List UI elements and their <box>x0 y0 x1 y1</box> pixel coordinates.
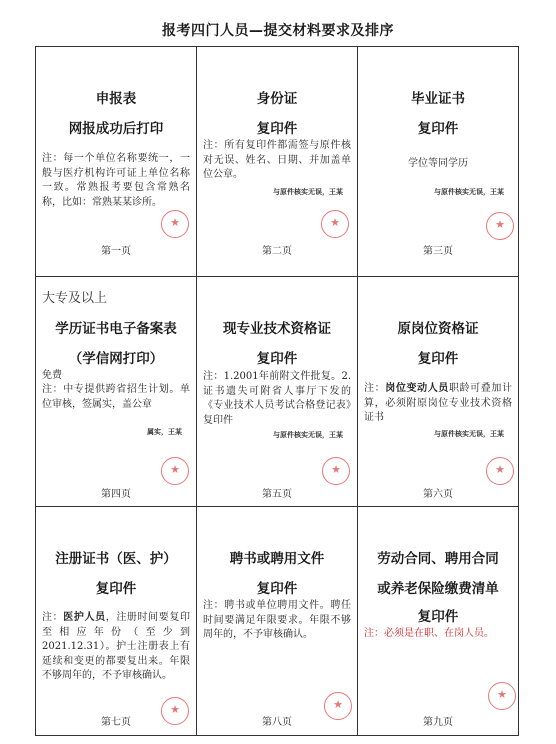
cell-note <box>364 627 512 642</box>
official-seal-icon <box>488 682 516 710</box>
page-number: 第二页 <box>262 246 292 257</box>
cell-subheading: 复印件 <box>256 121 298 137</box>
cell-heading: 身份证 <box>256 91 298 107</box>
official-seal-icon <box>486 457 514 485</box>
cell-heading: 学历证书电子备案表 <box>55 321 177 337</box>
cell-education-record <box>36 277 197 507</box>
cell-subheading: 复印件 <box>417 609 459 625</box>
verification-signature: 与原件核实无误，王某 <box>273 431 343 439</box>
verification-signature: 属实，王某 <box>147 428 182 436</box>
note-warning: 注：必须是在职、在岗人员。 <box>364 628 494 639</box>
official-seal-icon <box>486 212 514 240</box>
cell-subheading: 复印件 <box>256 581 298 597</box>
official-seal-icon <box>161 210 189 238</box>
cell-previous-qualification <box>358 277 518 507</box>
cell-subheading: 网报成功后打印 <box>68 121 164 137</box>
cell-current-qualification <box>197 277 358 507</box>
cell-employment-letter <box>197 507 358 735</box>
cell-subheading: 复印件 <box>256 351 298 367</box>
page-number: 第八页 <box>262 717 292 728</box>
cell-id-card <box>197 47 358 277</box>
verification-signature: 与原件核实无误，王某 <box>434 188 504 196</box>
cell-subheading: 复印件 <box>95 581 137 597</box>
cell-note <box>364 382 512 426</box>
page-number: 第三页 <box>423 246 453 257</box>
materials-grid <box>35 46 519 736</box>
official-seal-icon <box>321 210 349 238</box>
cell-heading: 申报表 <box>95 91 137 107</box>
cell-heading: 注册证书（医、护） <box>55 551 177 567</box>
official-seal-icon <box>322 457 350 485</box>
cell-heading: 聘书或聘用文件 <box>229 551 325 567</box>
cell-subheading: （学信网打印） <box>68 351 164 367</box>
cell-note: 注：聘书或单位聘用文件。聘任时间要满足年限要求。年限不够周年的，不予审核确认。 <box>203 600 351 640</box>
cell-registration-certificate <box>36 507 197 735</box>
cell-heading-line2: 或养老保险缴费清单 <box>377 581 499 597</box>
page-number: 第七页 <box>101 717 131 728</box>
note-emphasis: 医护人员 <box>63 612 106 623</box>
cell-heading: 劳动合同、聘用合同 <box>377 551 499 567</box>
cell-heading: 现专业技术资格证 <box>223 321 331 337</box>
page-number: 第四页 <box>101 489 131 500</box>
cell-subheading: 复印件 <box>417 121 459 137</box>
cell-free-label: 免费 <box>42 370 62 381</box>
verification-signature: 与原件核实无误，王某 <box>434 430 504 438</box>
page-number: 第六页 <box>423 489 453 500</box>
note-prefix: 注： <box>364 383 386 394</box>
verification-signature: 与原件核实无误，王某 <box>273 188 343 196</box>
page-number: 第一页 <box>101 246 131 257</box>
cell-heading: 原岗位资格证 <box>397 321 479 337</box>
cell-subheading: 复印件 <box>417 351 459 367</box>
cell-corner-label: 大专及以上 <box>42 291 108 306</box>
note-body: 职龄可叠加计算，必须附原岗位专业技术资格证书 <box>364 383 513 423</box>
cell-heading: 毕业证书 <box>411 91 465 107</box>
cell-note: 注：中专提供跨省招生计划。单位审核，签属实，盖公章 <box>42 384 190 410</box>
official-seal-icon <box>161 457 189 485</box>
cell-labor-contract <box>358 507 518 735</box>
cell-application-form <box>36 47 197 277</box>
page-number: 第五页 <box>262 489 292 500</box>
cell-note <box>42 611 190 684</box>
page-title: 报考四门人员—提交材料要求及排序 <box>162 23 394 39</box>
note-prefix: 注： <box>42 612 64 623</box>
cell-note: 注：每一个单位名称要统一，一般与医疗机构许可证上单位名称一致。常熟报考要包含常熟名称，比如：常熟某某诊所。 <box>42 153 190 208</box>
cell-note: 注：1.2001年前附文件批复。2.证书遗失可附省人事厅下发的《专业技术人员考试合格登记表》复印件 <box>203 371 351 426</box>
page-number: 第九页 <box>423 717 453 728</box>
cell-note: 学位等同学历 <box>408 158 468 169</box>
note-emphasis: 岗位变动人员 <box>385 383 449 394</box>
note-body: ，注册时间要复印至相应年份（至少到2021.12.31）。护士注册表上有延续和变更的都要复出来。年限不够周年的，不予审核确认。 <box>42 612 191 681</box>
cell-diploma <box>358 47 518 277</box>
cell-note: 注：所有复印件都需签与原件核对无误、姓名、日期、并加盖单位公章。 <box>203 140 351 180</box>
